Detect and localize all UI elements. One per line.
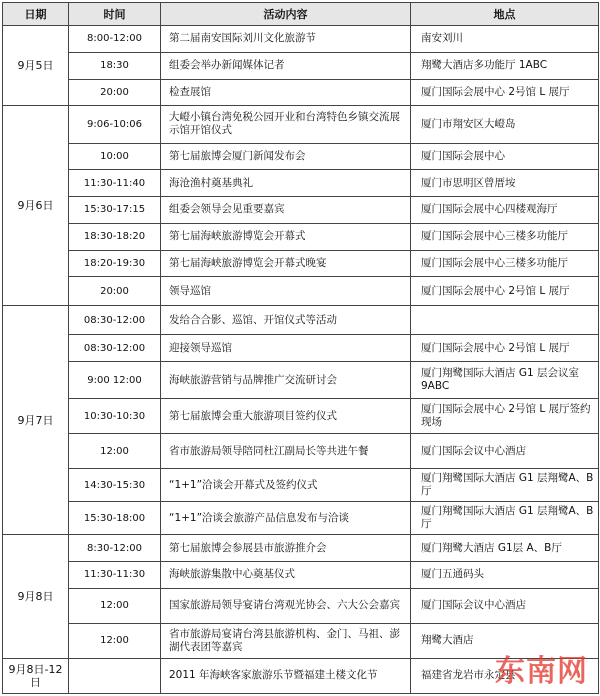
watermark-logo: 东南网: [495, 654, 588, 689]
activity-cell: 海沧渔村奠基典礼: [161, 170, 411, 197]
date-cell: 9月8日-12日: [3, 658, 69, 693]
activity-cell: 第二届南安国际刘川文化旅游节: [161, 26, 411, 53]
header-row: [3, 3, 599, 26]
location-cell: 厦门翔鹭国际大酒店 G1 层会议室 9ABC: [411, 362, 599, 399]
table-row: [3, 26, 599, 53]
time-cell: 8:00-12:00: [69, 26, 161, 53]
time-cell: 8:30-12:00: [69, 535, 161, 562]
activity-cell: 第七届旅博会厦门新闻发布会: [161, 143, 411, 170]
location-cell: 南安刘川: [411, 26, 599, 53]
location-cell: 厦门国际会展中心 2号馆 L 展厅签约现场: [411, 399, 599, 434]
location-cell: 厦门国际会议中心酒店: [411, 588, 599, 623]
activity-cell: 组委会领导会见重要嘉宾: [161, 197, 411, 224]
date-cell: 9月7日: [3, 306, 69, 535]
table-row: [3, 52, 599, 79]
location-cell: 厦门市翔安区大嶝岛: [411, 106, 599, 143]
time-cell: 14:30-15:30: [69, 469, 161, 502]
time-cell: 10:30-10:30: [69, 399, 161, 434]
location-cell: 厦门五通码头: [411, 561, 599, 588]
table-row: [3, 434, 599, 469]
table-row: [3, 335, 599, 362]
location-cell: 厦门国际会议中心酒店: [411, 434, 599, 469]
location-cell: 厦门翔鹭大酒店 G1层 A、B厅: [411, 535, 599, 562]
activity-cell: 国家旅游局领导宴请台湾观光协会、六大公会嘉宾: [161, 588, 411, 623]
activity-cell: 省市旅游局宴请台湾县旅游机构、金门、马祖、澎湖代表团等嘉宾: [161, 623, 411, 658]
table-row: [3, 170, 599, 197]
activity-cell: 大嶝小镇台湾免税公园开业和台湾特色乡镇交流展示馆开馆仪式: [161, 106, 411, 143]
location-cell: 厦门国际会展中心: [411, 143, 599, 170]
schedule-table: [2, 2, 599, 694]
date-cell: 9月5日: [3, 26, 69, 106]
table-row: [3, 197, 599, 224]
activity-cell: 第七届旅博会参展县市旅游推介会: [161, 535, 411, 562]
time-cell: 18:30: [69, 52, 161, 79]
table-row: [3, 588, 599, 623]
activity-cell: 海峡旅游营销与品牌推广交流研讨会: [161, 362, 411, 399]
table-row: [3, 502, 599, 535]
time-cell: 15:30-17:15: [69, 197, 161, 224]
activity-cell: 省市旅游局领导陪同杜江副局长等共进午餐: [161, 434, 411, 469]
time-cell: 08:30-12:00: [69, 335, 161, 362]
location-cell: [411, 306, 599, 335]
activity-cell: 组委会举办新闻媒体记者: [161, 52, 411, 79]
location-cell: 厦门翔鹭国际大酒店 G1 层翔鹭A、B 厅: [411, 502, 599, 535]
table-row: [3, 250, 599, 277]
time-cell: 9:00 12:00: [69, 362, 161, 399]
time-cell: 15:30-18:00: [69, 502, 161, 535]
table-row: [3, 106, 599, 143]
time-cell: 11:30-11:30: [69, 561, 161, 588]
location-cell: 厦门国际会展中心 2号馆 L 展厅: [411, 277, 599, 306]
time-cell: 12:00: [69, 623, 161, 658]
header-location: 地点: [411, 3, 599, 26]
time-cell: 12:00: [69, 588, 161, 623]
header-date: 日期: [3, 3, 69, 26]
activity-cell: 海峡旅游集散中心奠基仪式: [161, 561, 411, 588]
location-cell: 厦门国际会展中心 2号馆 L 展厅: [411, 335, 599, 362]
time-cell: 18:20-19:30: [69, 250, 161, 277]
table-row: [3, 561, 599, 588]
location-cell: 厦门国际会展中心三楼多功能厅: [411, 250, 599, 277]
activity-cell: 第七届旅博会重大旅游项目签约仪式: [161, 399, 411, 434]
table-row: [3, 535, 599, 562]
time-cell: 9:06-10:06: [69, 106, 161, 143]
location-cell: 厦门市思明区曾厝垵: [411, 170, 599, 197]
time-cell: 18:30-18:20: [69, 223, 161, 250]
activity-cell: 第七届海峡旅游博览会开幕式: [161, 223, 411, 250]
date-cell: 9月8日: [3, 535, 69, 659]
table-row: [3, 362, 599, 399]
time-cell: 08:30-12:00: [69, 306, 161, 335]
header-activity: 活动内容: [161, 3, 411, 26]
activity-cell: “1+1”洽谈会开幕式及签约仪式: [161, 469, 411, 502]
table-row: [3, 79, 599, 106]
location-cell: 福建省龙岩市永定县: [411, 658, 599, 693]
activity-cell: 迎接领导巡馆: [161, 335, 411, 362]
time-cell: 12:00: [69, 434, 161, 469]
activity-cell: 2011 年海峡客家旅游乐节暨福建土楼文化节: [161, 658, 411, 693]
location-cell: 厦门翔鹭国际大酒店 G1 层翔鹭A、B 厅: [411, 469, 599, 502]
header-time: 时间: [69, 3, 161, 26]
activity-cell: “1+1”洽谈会旅游产品信息发布与洽谈: [161, 502, 411, 535]
table-row: [3, 399, 599, 434]
table-row: [3, 306, 599, 335]
time-cell: 20:00: [69, 277, 161, 306]
table-row: [3, 469, 599, 502]
activity-cell: 发给合合影、巡馆、开馆仪式等活动: [161, 306, 411, 335]
activity-cell: 检查展馆: [161, 79, 411, 106]
time-cell: 10:00: [69, 143, 161, 170]
table-row: [3, 143, 599, 170]
time-cell: 20:00: [69, 79, 161, 106]
activity-cell: 第七届海峡旅游博览会开幕式晚宴: [161, 250, 411, 277]
location-cell: 翔鹭大酒店: [411, 623, 599, 658]
activity-cell: 领导巡馆: [161, 277, 411, 306]
date-cell: 9月6日: [3, 106, 69, 306]
location-cell: 厦门国际会展中心四楼观海厅: [411, 197, 599, 224]
table-row: [3, 223, 599, 250]
location-cell: 翔鹭大酒店多功能厅 1ABC: [411, 52, 599, 79]
time-cell: [69, 658, 161, 693]
time-cell: 11:30-11:40: [69, 170, 161, 197]
location-cell: 厦门国际会展中心 2号馆 L 展厅: [411, 79, 599, 106]
location-cell: 厦门国际会展中心三楼多功能厅: [411, 223, 599, 250]
table-row: [3, 277, 599, 306]
